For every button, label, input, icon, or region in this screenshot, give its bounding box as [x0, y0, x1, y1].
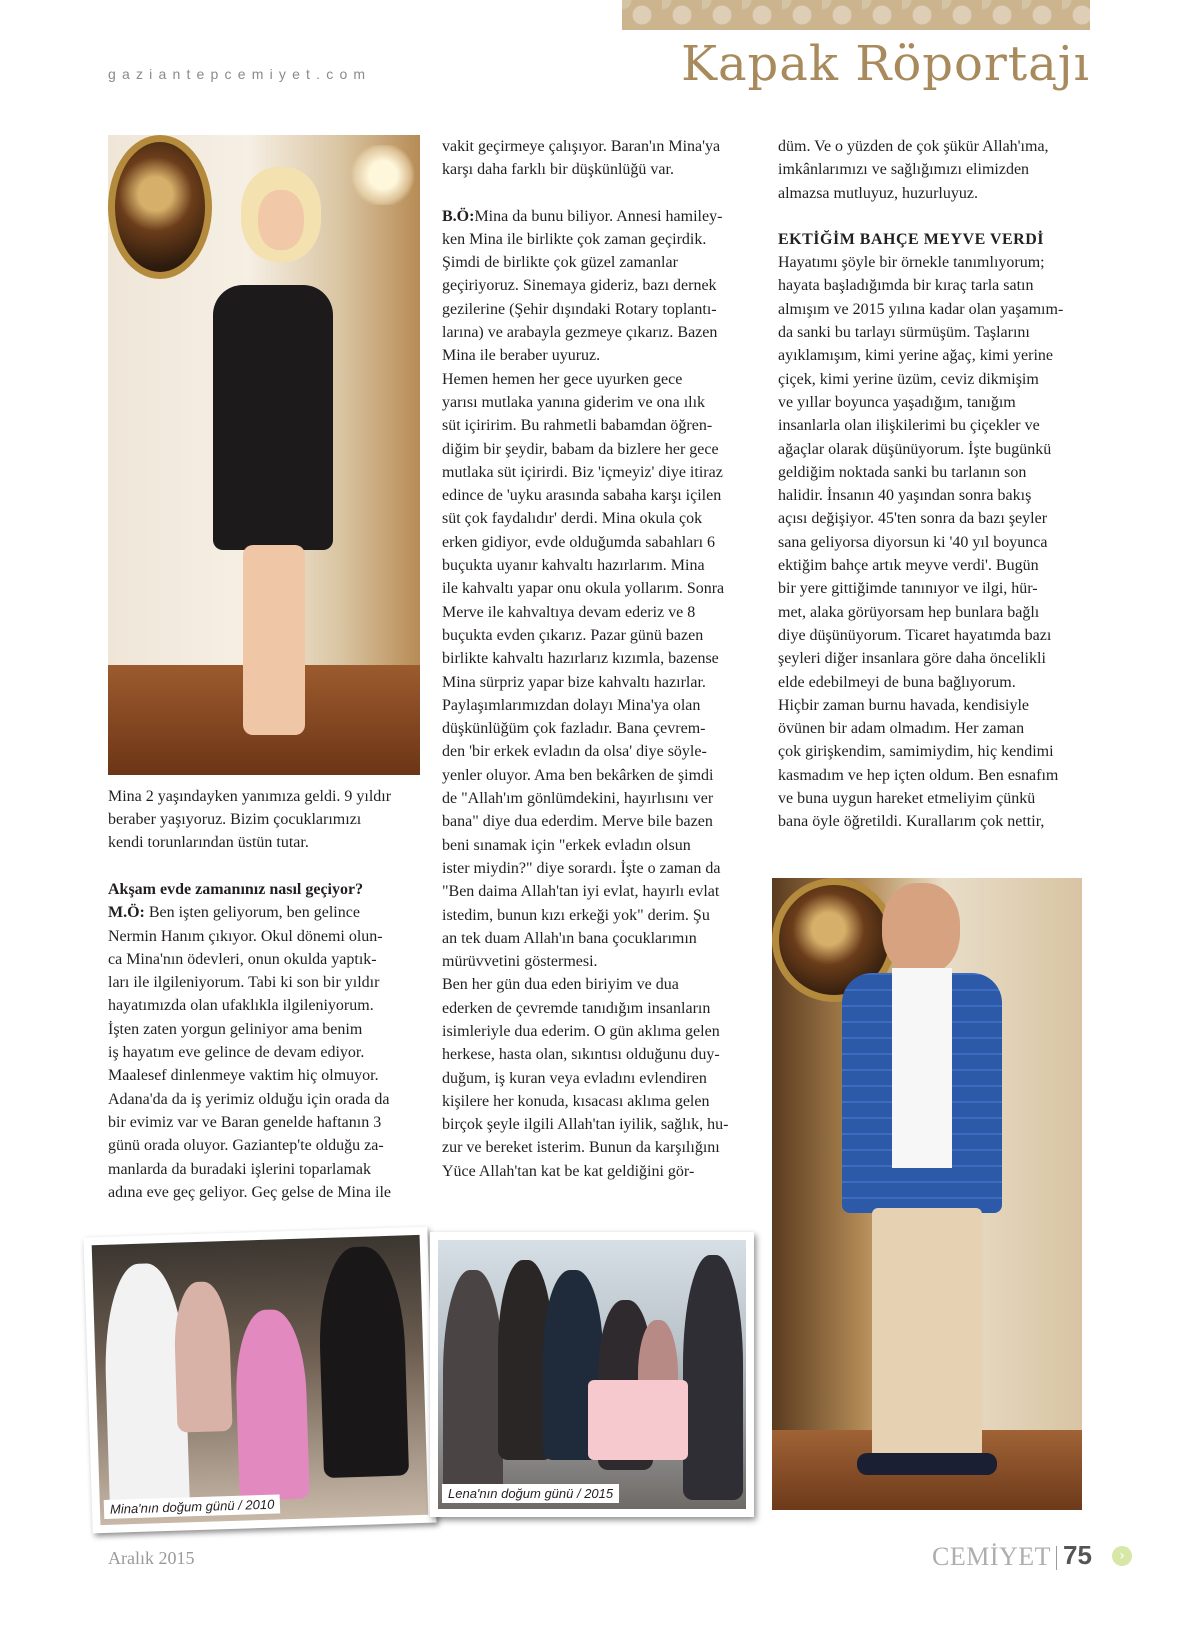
- body-line: kasmadım ve hep içten oldum. Ben esnafım: [778, 766, 1059, 784]
- body-line: ederken de çevremde tanıdığım insanların: [442, 999, 711, 1017]
- answer-line: günü orada oluyor. Gaziantep'te olduğu za-: [108, 1137, 384, 1155]
- photo-figure-face: [258, 190, 304, 250]
- body-line: Hemen hemen her gece uyurken gece: [442, 370, 683, 388]
- body-line: ayıklamışım, kimi yerine ağaç, kimi yerine: [778, 347, 1054, 365]
- body-line: Mina ile beraber uyuruz.: [442, 347, 601, 365]
- body-line: duğum, iş kuran veya evladını evlendiren: [442, 1069, 707, 1087]
- answer-line: ları ile ilgileniyorum. Tabi ki son bir yıldır: [108, 974, 380, 992]
- answer-line: ca Mina'nın ödevleri, onun okulda yaptık-: [108, 950, 377, 968]
- answer-line: iş hayatım eve gelince de devam ediyor.: [108, 1044, 365, 1062]
- next-page-arrow-icon[interactable]: ›: [1112, 1546, 1132, 1566]
- snapshot-image: [92, 1235, 429, 1525]
- caption-line: kendi torunlarından üstün tutar.: [108, 834, 309, 851]
- middle-column: [442, 135, 762, 1183]
- section-title: Kapak Röportajı: [681, 36, 1090, 92]
- body-line: birlikte kahvaltı hazırlarız kızımla, bazense: [442, 650, 719, 668]
- body-line: ağaçlar olarak düşünüyorum. İşte bugünkü: [778, 440, 1052, 458]
- body-line: diğim bir şeydir, babam da bizlere her gece: [442, 440, 719, 458]
- body-line: ken Mina ile birlikte çok zaman geçirdik.: [442, 230, 707, 248]
- snapshot-person: [234, 1309, 310, 1501]
- body-line: ister miydin?" diye sorardı. İşte o zaman da: [442, 859, 721, 877]
- snapshot-person: [317, 1245, 409, 1478]
- body-line: ile kahvaltı yapar onu okula yollarım. Sonra: [442, 580, 725, 598]
- body-line: geldiğim noktada sanki bu tarlanın son: [778, 463, 1027, 481]
- footer-divider: [1056, 1546, 1057, 1570]
- body-line: ektiğim bahçe artık meyve verdi'. Bugün: [778, 557, 1039, 575]
- body-line: zur ve bereket isterim. Bunun da karşılığını: [442, 1139, 720, 1157]
- speaker-label: B.Ö:: [442, 207, 475, 225]
- paragraph-gap: [778, 205, 1098, 228]
- footer-issue-date: Aralık 2015: [108, 1548, 195, 1568]
- body-line: almazsa mutluyuz, huzurluyuz.: [778, 184, 978, 202]
- body-line: insanlarla olan ilişkilerimi bu çiçekler ve: [778, 417, 1040, 435]
- body-line: elde edebilmeyi de buna bağlıyorum.: [778, 673, 1016, 691]
- body-line: yenler oluyor. Ama ben bekârken de şimdi: [442, 766, 714, 784]
- body-line: bana" diye dua ederdim. Merve bile bazen: [442, 813, 713, 831]
- body-line: kişilere her konuda, kısacası aklıma gelen: [442, 1092, 710, 1110]
- body-line: da sanki bu tarlayı sürmüşüm. Taşlarını: [778, 324, 1030, 342]
- body-line: buçukta uyanır kahvaltı hazırlarım. Mina: [442, 557, 705, 575]
- answer-first-line: [108, 901, 428, 924]
- body-line: hayata başladığımda bir kıraç tarla satın: [778, 277, 1034, 295]
- snapshot-caption: Mina'nın doğum günü / 2010: [104, 1494, 281, 1519]
- body-line: açısı değişiyor. 45'ten sonra da bazı şeyler: [778, 510, 1048, 528]
- snapshot-birthday-2015: [430, 1232, 754, 1517]
- photo-figure-dress: [213, 285, 333, 550]
- caption-line: beraber yaşıyoruz. Bizim çocuklarımızı: [108, 811, 362, 828]
- body-line: "Ben daima Allah'tan iyi evlat, hayırlı evlat: [442, 883, 720, 901]
- body-line: bir yere gittiğimde tanınıyor ve ilgi, hür-: [778, 580, 1038, 598]
- body-line: den 'bir erkek evladın da olsa' diye söyle-: [442, 743, 707, 761]
- body-line: Merve ile kahvaltıya devam ederiz ve 8: [442, 603, 696, 621]
- body-line: ve buna uygun hareket etmeliyim çünkü: [778, 790, 1036, 808]
- snapshot-image: [438, 1240, 746, 1509]
- answer-line: manlarda da buradaki işlerini toparlamak: [108, 1160, 372, 1178]
- paragraph-gap: [442, 182, 762, 205]
- header-ornament-band: [622, 0, 1090, 30]
- body-line: bana öyle öğretildi. Kurallarım çok nettir,: [778, 813, 1045, 831]
- body-line: birçok şeyle ilgili Allah'tan iyilik, sağlık, hu-: [442, 1116, 729, 1134]
- footer-magazine-name: CEMİYET: [932, 1542, 1052, 1571]
- body-line: halidir. İnsanın 40 yaşından sonra bakış: [778, 487, 1032, 505]
- body-line: almışım ve 2015 yılına kadar olan yaşamım-: [778, 300, 1064, 318]
- answer-line: Adana'da da iş yerimiz olduğu için orada da: [108, 1090, 390, 1108]
- answer-line: İşten zaten yorgun geliniyor ama benim: [108, 1020, 363, 1038]
- body-line: isimleriyle dua ederim. O gün aklıma gelen: [442, 1022, 720, 1040]
- caption-line: Mina 2 yaşındayken yanımıza geldi. 9 yıldır: [108, 788, 392, 805]
- snapshot-person: [173, 1281, 233, 1433]
- body-line: karşı daha farklı bir düşkünlüğü var.: [442, 161, 674, 179]
- subheading: EKTİĞİM BAHÇE MEYVE VERDİ: [778, 230, 1045, 248]
- body-line: de "Allah'ım gönlümdekini, hayırlısını ver: [442, 790, 714, 808]
- body-line: şeyleri diğer insanlara göre daha öncelikli: [778, 650, 1046, 668]
- left-column: [108, 878, 428, 1204]
- body-line: gezilerine (Şehir dışındaki Rotary toplantı-: [442, 300, 717, 318]
- speaker-label: M.Ö:: [108, 904, 145, 922]
- body-line: düşkünlüğüm çok fazladır. Bana çevrem-: [442, 720, 706, 738]
- snapshot-castle-cake: [588, 1380, 688, 1460]
- body-line: istedim, bunun kızı erkeği yok" derim. Şu: [442, 906, 710, 924]
- snapshot-birthday-2010: [83, 1227, 436, 1534]
- body-line: [442, 205, 762, 228]
- snapshot-person: [683, 1255, 743, 1500]
- body-line: larına) ve arabayla gezmeye çıkarız. Bazen: [442, 324, 718, 342]
- body-line: Ben her gün dua eden biriyim ve dua: [442, 976, 679, 994]
- body-line: edince de 'uyku arasında sabaha karşı içilen: [442, 487, 722, 505]
- answer-line: Nermin Hanım çıkıyor. Okul dönemi olun-: [108, 927, 383, 945]
- portrait-photo-man: [772, 878, 1082, 1510]
- body-line: süt çok faydalıdır' derdi. Mina okula çok: [442, 510, 703, 528]
- answer-line: Ben işten geliyorum, ben gelince: [144, 904, 360, 922]
- body-line: yarısı mutlaka yanına giderim ve ona ılık: [442, 393, 706, 411]
- body-line: Mina sürpriz yapar bize kahvaltı hazırlar.: [442, 673, 706, 691]
- body-line: Paylaşımlarımızdan dolayı Mina'ya olan: [442, 696, 701, 714]
- photo-figure-trousers: [872, 1208, 982, 1458]
- answer-line: adına eve geç geliyor. Geç gelse de Mina ile: [108, 1183, 391, 1201]
- portrait-photo-woman: [108, 135, 420, 775]
- body-line: imkânlarımızı ve sağlığımızı elimizden: [778, 161, 1030, 179]
- snapshot-caption: Lena'nın doğum günü / 2015: [442, 1484, 619, 1503]
- body-line: ve yıllar boyunca yaşadığım, tanığım: [778, 393, 1016, 411]
- body-line: mutlaka süt içirirdi. Biz 'içmeyiz' diye itiraz: [442, 463, 723, 481]
- photo-figure-legs: [243, 545, 305, 735]
- photo-figure-shoes: [857, 1453, 997, 1475]
- right-column: [778, 135, 1098, 834]
- body-line: süt içiririm. Bu rahmetli babamdan öğren-: [442, 417, 713, 435]
- body-line: düm. Ve o yüzden de çok şükür Allah'ıma,: [778, 138, 1049, 155]
- body-line: buçukta evden çıkarız. Pazar günü bazen: [442, 626, 704, 644]
- body-line: an tek duam Allah'ın bana çocuklarımın: [442, 929, 697, 947]
- body-line: övünen bir adam olmadım. Her zaman: [778, 720, 1025, 738]
- answer-line: bir evimiz var ve Baran genelde haftanın 3: [108, 1113, 382, 1131]
- snapshot-person: [443, 1270, 503, 1500]
- website-url[interactable]: gaziantepcemiyet.com: [108, 66, 372, 82]
- photo-figure-head: [882, 883, 960, 975]
- body-line: mürüvvetini göstermesi.: [442, 953, 598, 971]
- body-line: geçiriyoruz. Sinemaya gideriz, bazı dernek: [442, 277, 717, 295]
- body-line: sana geliyorsa diyorsun ki '40 yıl boyunca: [778, 533, 1048, 551]
- body-line: Şimdi de birlikte çok güzel zamanlar: [442, 254, 678, 272]
- page-number: 75: [1063, 1540, 1092, 1570]
- body-line: Yüce Allah'tan kat be kat geldiğini gör-: [442, 1162, 695, 1180]
- interview-question: Akşam evde zamanınız nasıl geçiyor?: [108, 881, 364, 898]
- answer-line: hayatımızda olan ufaklıkla ilgileniyorum.: [108, 997, 374, 1015]
- photo-figure-shirt: [892, 968, 952, 1168]
- answer-line: Maalesef dinlenmeye vaktim hiç olmuyor.: [108, 1067, 379, 1085]
- body-text: Mina da bunu biliyor. Annesi hamiley-: [474, 207, 723, 225]
- photo-wall-painting: [108, 135, 212, 279]
- body-line: Hayatımı şöyle bir örnekle tanımlıyorum;: [778, 254, 1045, 272]
- body-line: Hiçbir zaman burnu havada, kendisiyle: [778, 696, 1030, 714]
- body-line: herkese, hasta olan, sıkıntısı olduğunu duy-: [442, 1046, 720, 1064]
- body-line: beni sınamak için "erkek evladın olsun: [442, 836, 691, 854]
- portrait-caption: [108, 785, 420, 854]
- body-line: vakit geçirmeye çalışıyor. Baran'ın Mina'ya: [442, 138, 721, 155]
- body-line: erken gidiyor, evde olduğumda sabahları 6: [442, 533, 716, 551]
- body-line: met, alaka görüyorsam hep bunlara bağlı: [778, 603, 1040, 621]
- body-line: çok girişkendim, samimiydim, hiç kendimi: [778, 743, 1054, 761]
- body-line: çiçek, kimi yerine üzüm, ceviz dikmişim: [778, 370, 1039, 388]
- body-line: diye düşünüyorum. Ticaret hayatımda bazı: [778, 626, 1052, 644]
- photo-chandelier: [348, 145, 418, 205]
